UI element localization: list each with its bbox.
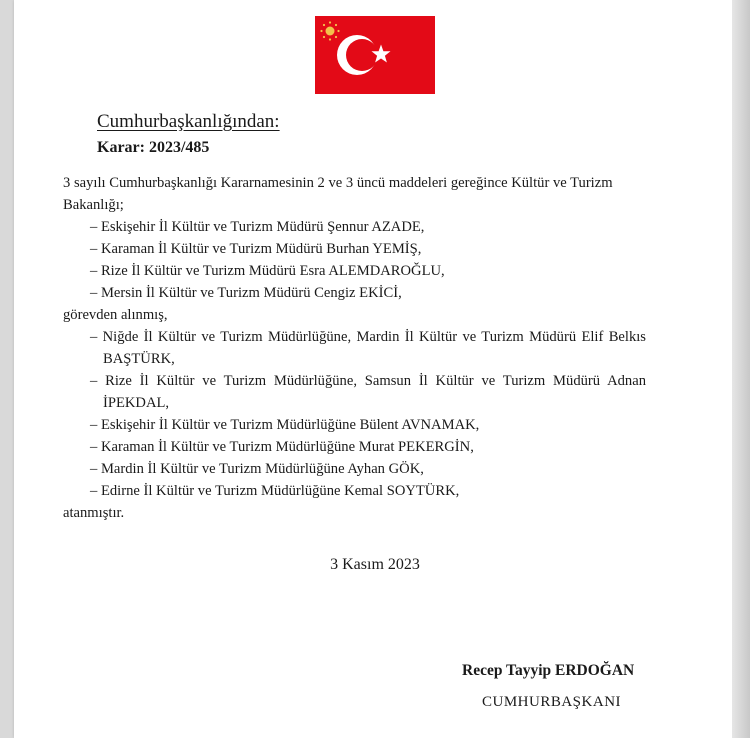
signer-title: CUMHURBAŞKANI bbox=[482, 694, 622, 710]
dismissed-item: – Eskişehir İl Kültür ve Turizm Müdürü Şennur AZADE, bbox=[90, 219, 425, 235]
document-date: 3 Kasım 2023 bbox=[330, 556, 420, 573]
dismissed-item: – Karaman İl Kültür ve Turizm Müdürü Burhan YEMİŞ, bbox=[90, 241, 422, 257]
signer-name bbox=[462, 662, 634, 680]
appointed-item: – Mardin İl Kültür ve Turizm Müdürlüğüne Ayhan GÖK, bbox=[90, 461, 424, 477]
star-icon bbox=[370, 43, 392, 65]
appointed-item: – Edirne İl Kültür ve Turizm Müdürlüğüne Kemal SOYTÜRK, bbox=[90, 483, 460, 499]
dismissed-suffix: görevden alınmış, bbox=[63, 307, 168, 323]
decision-number: Karar: 2023/485 bbox=[97, 139, 210, 156]
page-edge-shadow bbox=[732, 0, 750, 738]
appointed-item: – Eskişehir İl Kültür ve Turizm Müdürlüğüne Bülent AVNAMAK, bbox=[90, 417, 480, 433]
presidential-seal-icon bbox=[319, 20, 341, 42]
document-heading: Cumhurbaşkanlığından: bbox=[97, 111, 280, 132]
intro-paragraph: 3 sayılı Cumhurbaşkanlığı Kararnamesinin 2 ve 3 üncü maddeleri gereğince Kültür ve Turizm Bakanlığı; bbox=[63, 175, 613, 213]
dismissed-item: – Mersin İl Kültür ve Turizm Müdürü Cengiz EKİCİ, bbox=[90, 285, 402, 301]
appointed-item: – Karaman İl Kültür ve Turizm Müdürlüğüne Murat PEKERGİN, bbox=[90, 439, 474, 455]
turkish-flag bbox=[315, 16, 435, 94]
signer-given-name: Recep Tayyip bbox=[462, 662, 552, 679]
document-page bbox=[14, 0, 732, 738]
decision-body bbox=[63, 172, 646, 524]
appointed-item: – Rize İl Kültür ve Turizm Müdürlüğüne, Samsun İl Kültür ve Turizm Müdürü Adnan İPEKDAL, bbox=[90, 373, 646, 411]
appointed-suffix: atanmıştır. bbox=[63, 505, 125, 521]
signer-surname: ERDOĞAN bbox=[555, 662, 635, 679]
appointed-item: – Niğde İl Kültür ve Turizm Müdürlüğüne, Mardin İl Kültür ve Turizm Müdürü Elif Belkıs BAŞTÜRK, bbox=[90, 329, 646, 367]
dismissed-item: – Rize İl Kültür ve Turizm Müdürü Esra ALEMDAROĞLU, bbox=[90, 263, 445, 279]
